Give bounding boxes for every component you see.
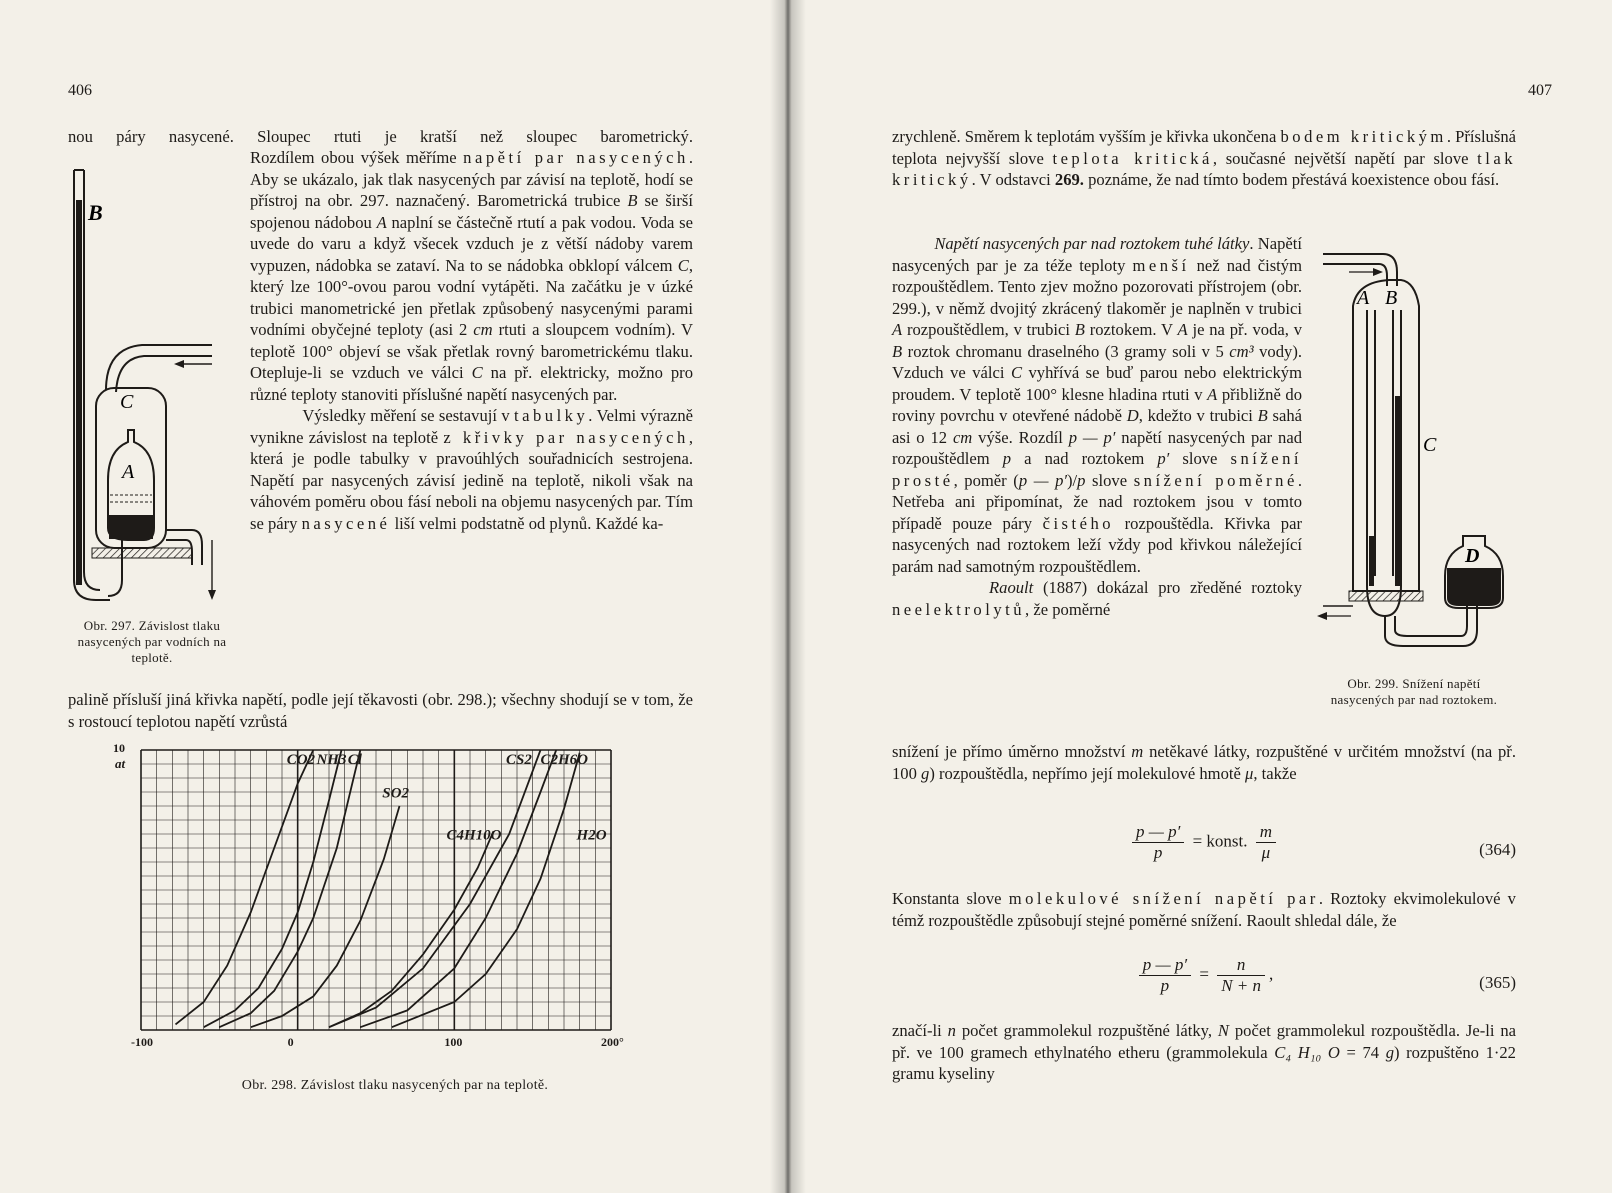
chart-labels — [113, 741, 624, 1049]
figure-299-apparatus — [1313, 246, 1513, 666]
eq365-denominator-2: N + n — [1221, 976, 1261, 995]
fig299-label-c: C — [1423, 434, 1437, 456]
eq364-numerator-2: m — [1256, 822, 1276, 843]
eq365-numerator: p — p′ — [1139, 955, 1191, 976]
fig297-label-a: A — [122, 461, 135, 483]
eq365-middle: = — [1199, 964, 1209, 984]
eq365-numerator-2: n — [1217, 955, 1265, 976]
chart-series — [176, 750, 580, 1027]
x-tick-label: 0 — [287, 1035, 294, 1049]
eq364-denominator-2: μ — [1261, 843, 1271, 862]
caption-fig-298: Obr. 298. Závislost tlaku nasycených par na teplotě. — [241, 1078, 549, 1093]
right-column-text: Napětí nasycených par nad roztokem tuhé látky. Napětí nasycených par je za téže teploty menší než nad čistým rozpouštědlem. Tento zjev možno pozorovati přístrojem (obr. 299.), v němž dvojitý zkrácený tlakoměr je naplněn v trubici A rozpouštědlem, v trubici B roztokem. V A je na př. voda, v B roztok chromanu draselného (3 gramy soli v 5 cm³ vody). Vzduch ve válci C vyhřívá se buď parou nebo elektrickým proudem. V teplotě 100° klesne hladina rtuti v A přibližně do roviny povrchu v otevřené nádobě D, kdežto v trubici B sahá asi o 12 cm výše. Rozdíl p — p′ napětí nasycených par nad rozpouštědlem p a nad roztokem p′ slove snížení prosté, poměr (p — p′)/p slove snížení poměrné. Netřeba ani připomínat, že nad roztokem jsou v tomto případě pouze páry čistého rozpouštědla. Křivka par nasycených nad roztokem leží vždy pod křivkou náležející parám nad samotným rozpouštědlem. Raoult (1887) dokázal pro zředěné roztoky neelektrolytů, že poměrné — [892, 234, 1303, 619]
caption-fig-299: Obr. 299. Snížení napětí nasycených par nad roztokem. — [1330, 676, 1498, 707]
left-first-line: nou páry nasycené. Sloupec rtuti je kratší než sloupec barometrický. — [68, 127, 693, 146]
series-label-so2: SO2 — [382, 785, 409, 802]
book-gutter — [770, 0, 806, 1193]
right-top-text: zrychleně. Směrem k teplotám vyšším je křivka ukončena bodem kritickým. Příslušná teplota nejvyšší slove teplota kritická, současné největší napětí par slove tlak kritický. V odstavci 269. poznáme, že nad tímto bodem přestává koexistence obou fásí. — [892, 127, 1516, 189]
series-label-nh3: NH3 — [316, 752, 347, 768]
x-tick-label: -100 — [131, 1035, 153, 1049]
series-label-co2: CO2 — [286, 752, 316, 768]
fig299-label-a: A — [1357, 287, 1370, 309]
eq365-tail: , — [1269, 964, 1274, 984]
eq364-numerator: p — p′ — [1132, 822, 1184, 843]
eq364-denominator: p — [1153, 843, 1163, 862]
caption-fig-297: Obr. 297. Závislost tlaku nasycených par vodních na teplotě. — [77, 618, 227, 665]
series-line-cl — [219, 750, 360, 1027]
y-axis-label: at — [115, 756, 126, 771]
series-line-c4h10o — [329, 831, 494, 1027]
eq364-middle: = konst. — [1192, 831, 1248, 851]
fig297-label-c: C — [120, 391, 134, 413]
right-text-after-365: značí-li n počet grammolekul rozpuštěné látky, N počet grammolekul rozpouštědla. Je-li na př. ve 100 gramech ethylnatého etheru (grammolekula C₄ H₁₀ O = 74 g) rozpuštěno 1·22 gramu kyseliny — [892, 1021, 1516, 1083]
x-tick-label: 200° — [601, 1035, 624, 1049]
series-line-so2 — [251, 806, 400, 1027]
figure-297-apparatus — [62, 160, 242, 610]
fig297-label-b: B — [88, 200, 103, 225]
fig299-label-b: B — [1385, 287, 1398, 309]
right-full-width-text: snížení je přímo úměrno množství m netěkavé látky, rozpuštěné v určitém množství (na př. 100 g) rozpouštědla, nepřímo její molekulové hmotě μ, takže — [892, 742, 1516, 783]
series-label-cs2: CS2 — [506, 752, 532, 768]
left-full-width-text: palině přísluší jiná křivka napětí, podle její těkavosti (obr. 298.); všechny shodují se v tom, že s rostoucí teplotou napětí vzrůstá — [68, 690, 693, 731]
page-number-right: 407 — [1528, 82, 1552, 99]
equation-365 — [892, 955, 1516, 1015]
equation-364 — [892, 822, 1516, 882]
fig299-label-d: D — [1465, 545, 1480, 567]
eq365-label: (365) — [1479, 973, 1516, 992]
x-tick-label: 100 — [444, 1035, 463, 1049]
left-column-text: Rozdílem obou výšek měříme napětí par nasycených. Aby se ukázalo, jak tlak nasycených par závisí na teplotě, hodí se přístroj na obr. 297. naznačený. Barometrická trubice B se širší spojenou nádobou A naplní se částečně rtutí a pak vodou. Voda se uvede do varu a když všecek vzduch je z větší nádoby varem vypuzen, nádobka se zataví. Na to se nádobka obklopí válcem C, který lze 100°-ovou parou vodní vytápěti. Na začátku je v úzké trubici manometrické jen přetlak způsobený nasycenými parami vodními obyčejné teploty (asi 2 cm rtuti a sloupcem vodním). V teplotě 100° objeví se však přetlak rovný barometrickému tlaku. Otepluje-li se vzduch ve válci C na př. elektricky, možno pro různé teploty stanoviti příslušné napětí nasycených par. Výsledky měření se sestavují v tabulky. Velmi výrazně vynikne závislost na teplotě z křivky par nasycených, která je podle tabulky v pravoúhlých souřadnicích sestrojena. Napětí par nasycených závisí jedině na teplotě, nikoli však na váhovém poměru obou fásí neboli na objemu nasycených par. Tím se páry nasycené liší velmi podstatně od plynů. Každé ka- — [250, 148, 694, 533]
right-text-after-364: Konstanta slove molekulové snížení napětí par. Roztoky ekvimolekulové v témž rozpouštědle způsobují stejné poměrné snížení. Raoult shledal dále, že — [892, 889, 1516, 930]
series-label-h2o: H2O — [576, 827, 607, 844]
series-label-c2h6o: C2H6O — [540, 752, 589, 768]
eq364-label: (364) — [1479, 840, 1516, 859]
eq365-denominator: p — [1160, 976, 1170, 995]
figure-298-vapor-pressure-chart — [96, 740, 656, 1070]
series-label-cl: Cl — [347, 752, 362, 768]
left-page — [0, 0, 770, 1193]
page-number-left: 406 — [68, 82, 92, 99]
right-page — [806, 0, 1612, 1193]
y-tick-label: 10 — [113, 741, 125, 755]
series-label-c4h10o: C4H10O — [446, 827, 502, 844]
series-line-co2 — [176, 750, 314, 1024]
